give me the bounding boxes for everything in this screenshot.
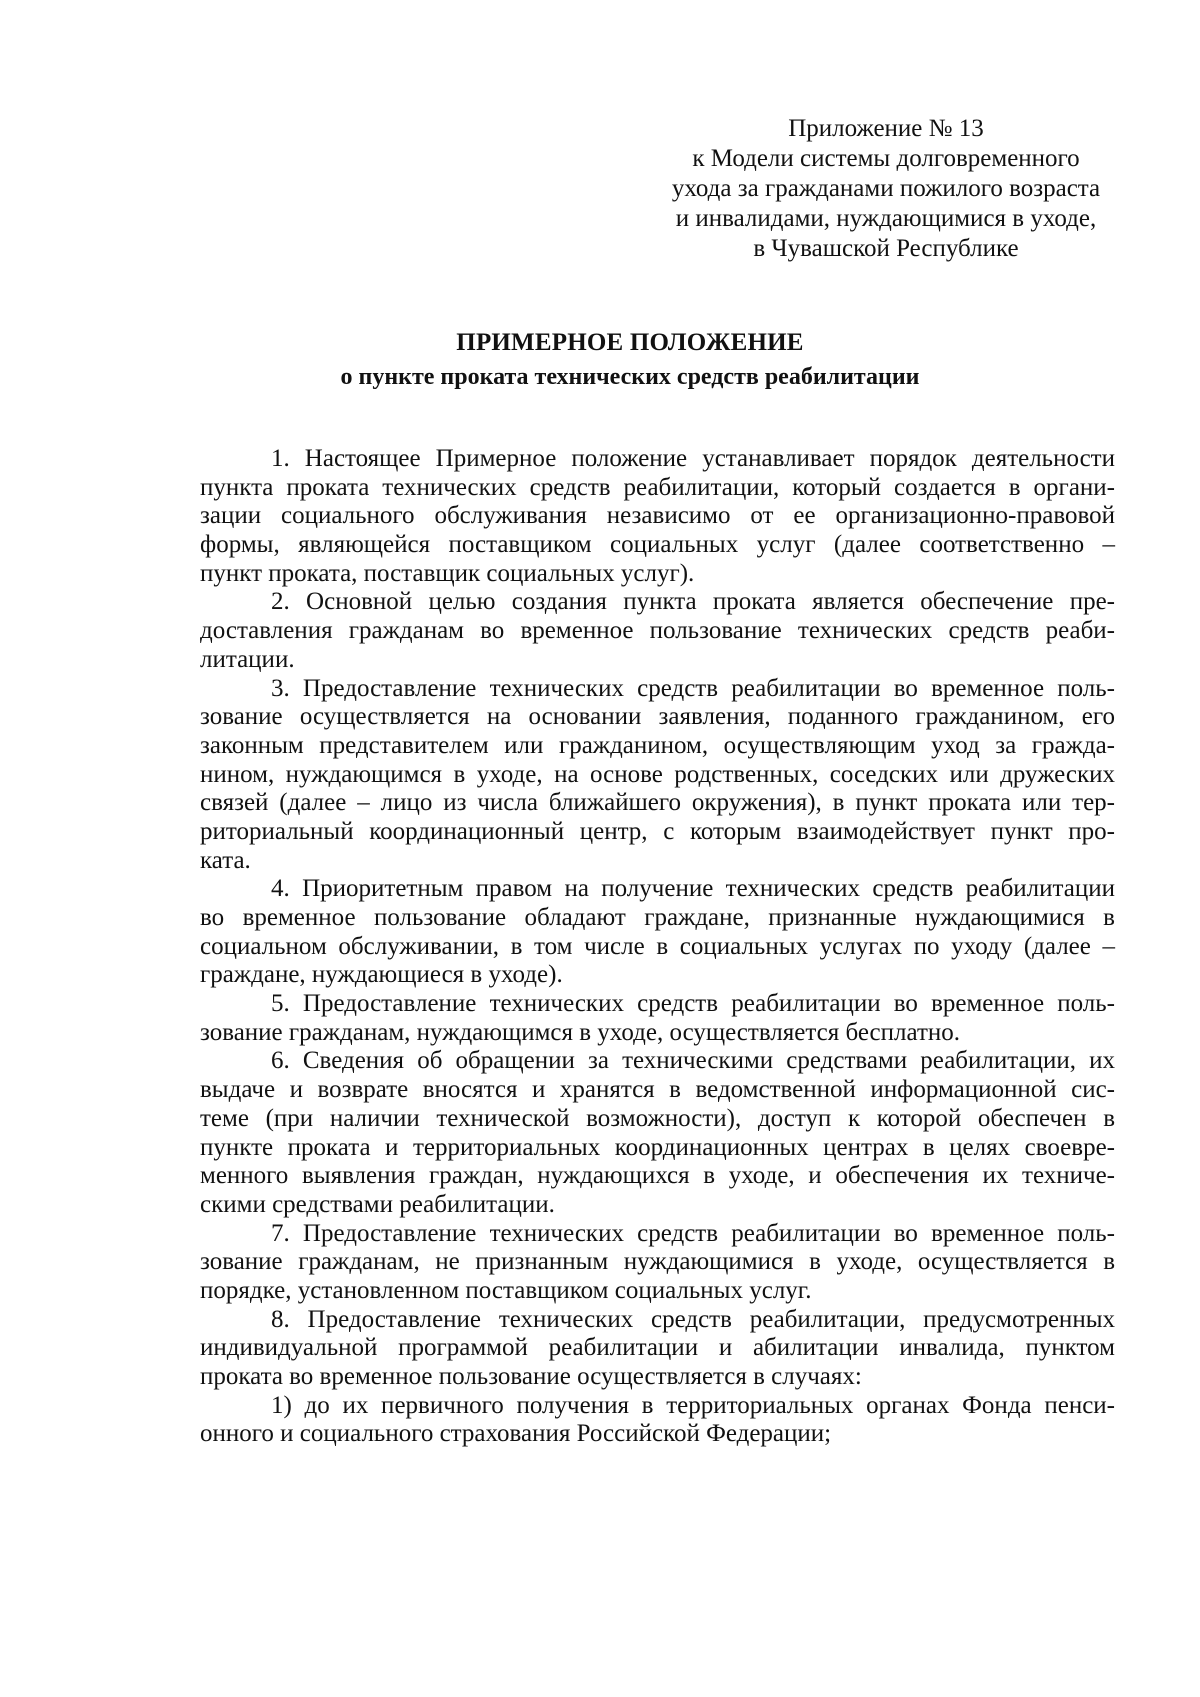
paragraph-line: 5. Предоставление технических средств реабилитации во временное поль- (271, 990, 1115, 1018)
paragraph-line: индивидуальной программой реабилитации и абилитации инвалида, пунктом (200, 1334, 1115, 1362)
paragraph-line: доставления гражданам во временное пользование технических средств реаби- (200, 617, 1115, 645)
paragraph (200, 588, 1115, 674)
paragraph-line: пункта проката технических средств реабилитации, который создается в органи- (200, 473, 1115, 501)
paragraph-line: граждане, нуждающиеся в уходе). (200, 961, 563, 989)
paragraph-line: законным представителем или гражданином, осуществляющим уход за гражда- (200, 731, 1115, 759)
title-subtitle: о пункте проката технических средств реабилитации (340, 364, 920, 390)
paragraph-line: менного выявления граждан, нуждающихся в уходе, и обеспечения их техниче- (200, 1162, 1115, 1190)
paragraph-line: пункте проката и территориальных координационных центрах в целях своевре- (200, 1133, 1115, 1161)
paragraph-line: связей (далее – лицо из числа ближайшего окружения), в пункт проката или тер- (200, 789, 1115, 817)
paragraph (200, 1047, 1115, 1219)
paragraph-line: 2. Основной целью создания пункта проката является обеспечение пре- (271, 588, 1115, 616)
appendix-line: Приложение № 13 (788, 115, 984, 142)
paragraph-line: 4. Приоритетным правом на получение технических средств реабилитации (271, 875, 1115, 903)
paragraph (200, 445, 1115, 588)
paragraph-line: скими средствами реабилитации. (200, 1190, 555, 1218)
paragraph-line: риториальный координационный центр, с которым взаимодействует пункт про- (200, 817, 1115, 845)
paragraph-line: социальном обслуживании, в том числе в социальных услугах по уходу (далее – (200, 932, 1115, 960)
paragraph-line: зование гражданам, нуждающимся в уходе, осуществляется бесплатно. (200, 1018, 961, 1046)
paragraph-line: 8. Предоставление технических средств реабилитации, предусмотренных (271, 1305, 1115, 1333)
paragraph-line: выдаче и возврате вносятся и хранятся в ведомственной информационной сис- (200, 1076, 1115, 1104)
paragraph (200, 875, 1115, 990)
paragraph-line: литации. (200, 645, 295, 673)
title-main: ПРИМЕРНОЕ ПОЛОЖЕНИЕ (456, 329, 804, 356)
paragraph-line: 1) до их первичного получения в территориальных органах Фонда пенси- (271, 1391, 1115, 1419)
paragraph (200, 1306, 1115, 1392)
paragraph-line: 6. Сведения об обращении за техническими средствами реабилитации, их (271, 1047, 1115, 1075)
paragraph-line: зование гражданам, не признанным нуждающимися в уходе, осуществляется в (200, 1248, 1115, 1276)
paragraph-line: во временное пользование обладают граждане, признанные нуждающимися в (200, 904, 1115, 931)
appendix-line: к Модели системы долговременного (692, 145, 1080, 172)
paragraph-line: теме (при наличии технической возможности), доступ к которой обеспечен в (200, 1104, 1115, 1132)
paragraph-line: нином, нуждающимся в уходе, на основе родственных, соседских или дружеских (200, 760, 1115, 788)
paragraph (200, 675, 1115, 876)
document-title (200, 326, 1060, 394)
paragraph (200, 1392, 1115, 1449)
paragraph-line: 1. Настоящее Примерное положение устанавливает порядок деятельности (271, 445, 1115, 472)
paragraph-line: порядке, установленном поставщиком социальных услуг. (200, 1276, 812, 1304)
appendix-heading (662, 114, 1110, 264)
paragraph-line: онного и социального страхования Российской Федерации; (200, 1420, 832, 1448)
paragraph-line: зации социального обслуживания независимо от ее организационно-правовой (200, 502, 1115, 530)
paragraph (200, 1220, 1115, 1306)
paragraph-line: зование осуществляется на основании заявления, поданного гражданином, его (200, 703, 1115, 731)
paragraph-line: ката. (200, 846, 251, 874)
paragraph-line: пункт проката, поставщик социальных услуг). (200, 559, 695, 587)
document-body (200, 445, 1115, 1449)
appendix-line: в Чувашской Республике (753, 235, 1019, 262)
paragraph-line: проката во временное пользование осуществляется в случаях: (200, 1363, 862, 1390)
paragraph-line: 7. Предоставление технических средств реабилитации во временное поль- (271, 1219, 1115, 1247)
appendix-line: ухода за гражданами пожилого возраста (671, 175, 1101, 202)
paragraph-line: 3. Предоставление технических средств реабилитации во временное поль- (271, 674, 1115, 702)
appendix-line: и инвалидами, нуждающимися в уходе, (675, 205, 1097, 232)
paragraph-line: формы, являющейся поставщиком социальных услуг (далее соответственно – (200, 531, 1115, 559)
paragraph (200, 990, 1115, 1047)
